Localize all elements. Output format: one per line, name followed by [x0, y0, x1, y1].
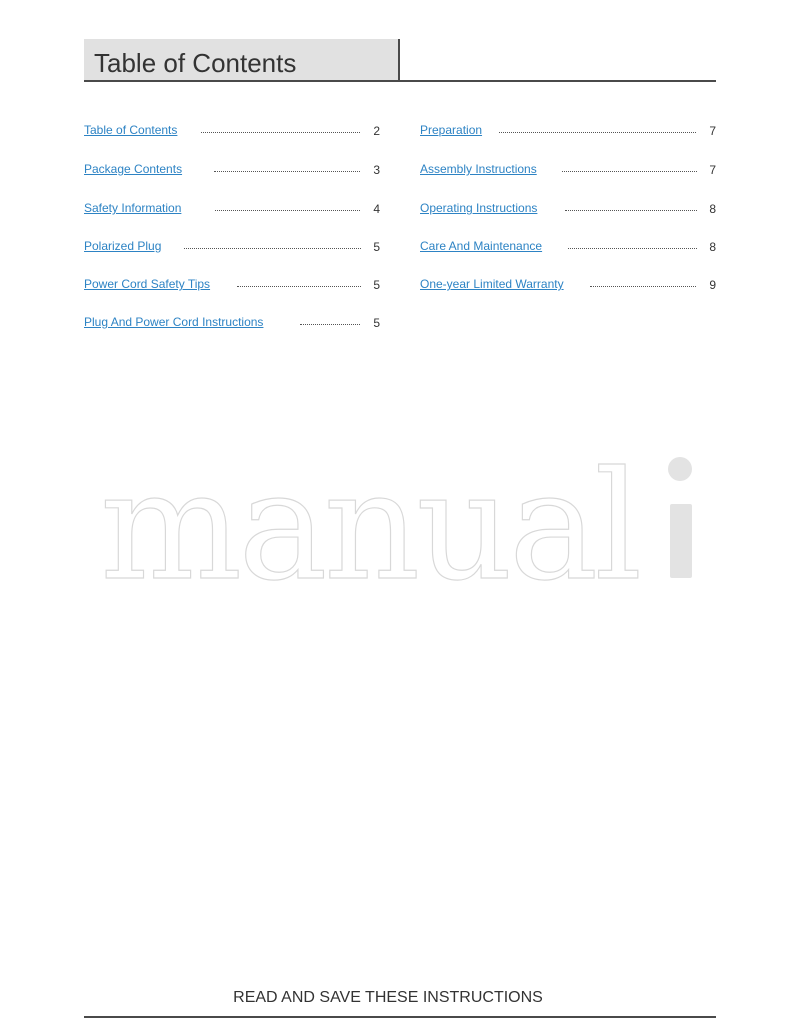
toc-leader-dots	[562, 171, 697, 172]
toc-entry[interactable]	[84, 239, 380, 255]
page-title: Table of Contents	[94, 48, 297, 78]
toc-page-number: 5	[373, 240, 380, 254]
toc-leader-dots	[300, 324, 360, 325]
toc-leader-dots	[237, 286, 361, 287]
toc-entry[interactable]	[420, 162, 716, 178]
watermark-i-stem	[670, 504, 692, 578]
manuali-watermark-logo	[96, 440, 706, 590]
watermark-i-dot	[668, 457, 692, 481]
toc-entry[interactable]	[84, 277, 380, 293]
toc-page-number: 2	[373, 124, 380, 138]
toc-page-number: 4	[373, 202, 380, 216]
toc-leader-dots	[565, 210, 697, 211]
toc-leader-dots	[568, 248, 697, 249]
toc-link[interactable]: Plug And Power Cord Instructions	[84, 315, 264, 329]
toc-link[interactable]: Safety Information	[84, 201, 182, 215]
toc-entry[interactable]	[420, 123, 716, 139]
toc-link[interactable]: Operating Instructions	[420, 201, 538, 215]
toc-entry[interactable]	[84, 315, 380, 331]
toc-page-number: 7	[709, 124, 716, 138]
toc-page-number: 7	[709, 163, 716, 177]
toc-leader-dots	[201, 132, 360, 133]
toc-link[interactable]: Assembly Instructions	[420, 162, 537, 176]
watermark-text: manual	[100, 440, 639, 590]
toc-entry[interactable]	[420, 239, 716, 255]
toc-leader-dots	[215, 210, 360, 211]
toc-leader-dots	[499, 132, 696, 133]
watermark-svg	[96, 440, 706, 590]
footer-divider	[84, 1016, 716, 1018]
toc-page-number: 8	[709, 240, 716, 254]
toc-entry[interactable]	[84, 162, 380, 178]
toc-entry[interactable]	[420, 277, 716, 293]
toc-link[interactable]: Power Cord Safety Tips	[84, 277, 211, 291]
toc-entry[interactable]	[84, 201, 380, 217]
header-divider	[84, 80, 716, 82]
toc-link[interactable]: Care And Maintenance	[420, 239, 543, 253]
toc-page-number: 9	[709, 278, 716, 292]
toc-leader-dots	[590, 286, 696, 287]
footer-notice: READ AND SAVE THESE INSTRUCTIONS	[233, 989, 543, 1006]
toc-link[interactable]: One-year Limited Warranty	[420, 277, 564, 291]
toc-page-number: 3	[373, 163, 380, 177]
page-header	[84, 39, 400, 80]
toc-entry[interactable]	[84, 123, 380, 139]
toc-link[interactable]: Preparation	[420, 123, 483, 137]
toc-leader-dots	[214, 171, 360, 172]
toc-entry[interactable]	[420, 201, 716, 217]
toc-link[interactable]: Polarized Plug	[84, 239, 162, 253]
toc-link[interactable]: Table of Contents	[84, 123, 178, 137]
toc-page-number: 5	[373, 316, 380, 330]
toc-link[interactable]: Package Contents	[84, 162, 183, 176]
toc-page-number: 8	[709, 202, 716, 216]
toc-leader-dots	[184, 248, 361, 249]
toc-page-number: 5	[373, 278, 380, 292]
